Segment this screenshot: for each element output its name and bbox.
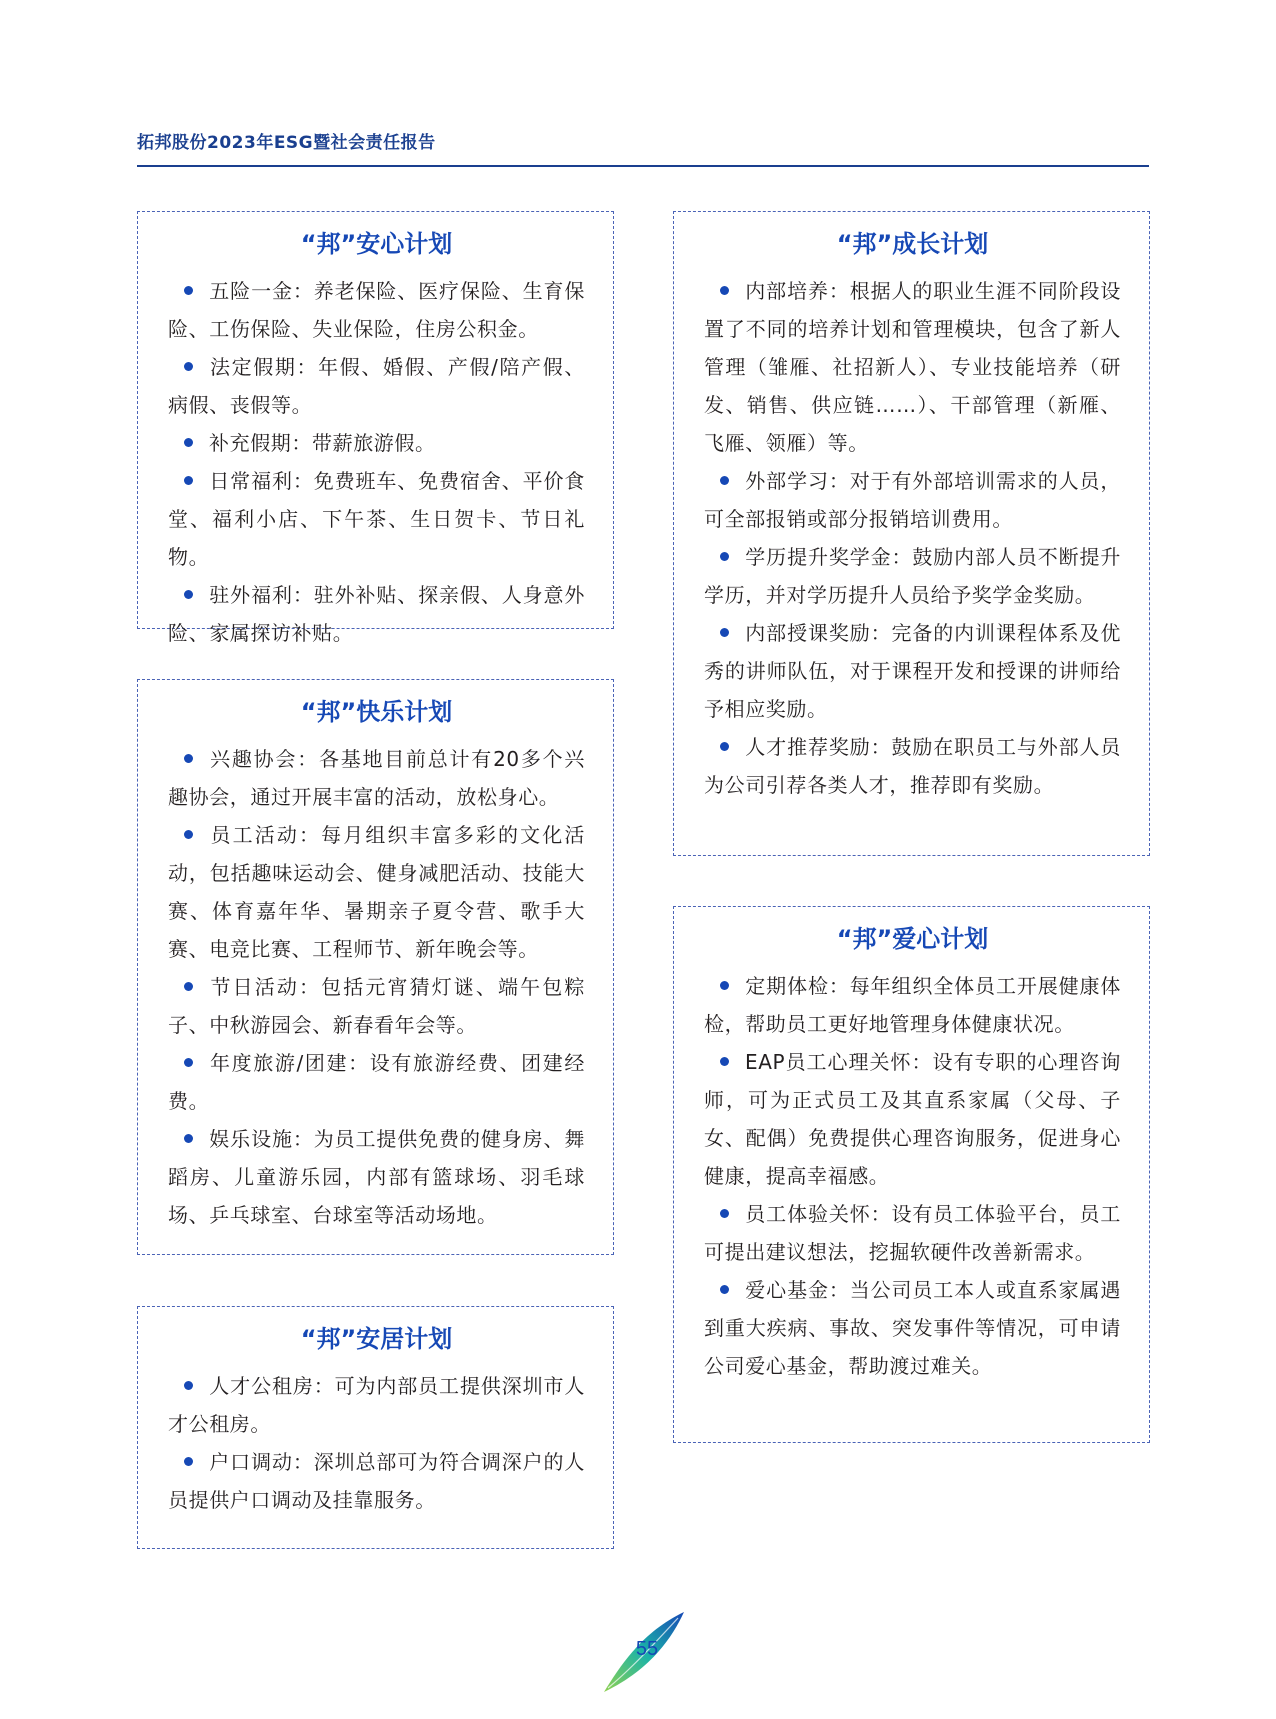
list-item: 兴趣协会：各基地目前总计有20多个兴趣协会，通过开展丰富的活动，放松身心。: [168, 747, 585, 809]
list-item: 节日活动：包括元宵猜灯谜、端午包粽子、中秋游园会、新春看年会等。: [168, 975, 585, 1037]
bullet-icon: [184, 1381, 193, 1390]
list-item: EAP员工心理关怀：设有专职的心理咨询师，可为正式员工及其直系家属（父母、子女、配偶）免费提供心理咨询服务，促进身心健康，提高幸福感。: [704, 1050, 1121, 1188]
anxin-plan-title: “邦”安心计划: [300, 230, 453, 258]
bullet-icon: [720, 1057, 729, 1066]
list-item: 学历提升奖学金：鼓励内部人员不断提升学历，并对学历提升人员给予奖学金奖励。: [704, 545, 1121, 607]
anxin-plan-box: [137, 211, 614, 645]
aixin-plan-box: [673, 906, 1150, 1443]
list-item: 日常福利：免费班车、免费宿舍、平价食堂、福利小店、下午茶、生日贺卡、节日礼物。: [168, 469, 585, 569]
bullet-icon: [720, 552, 729, 561]
list-item: 补充假期：带薪旅游假。: [168, 424, 585, 462]
bullet-icon: [720, 628, 729, 637]
list-item: 员工活动：每月组织丰富多彩的文化活动，包括趣味运动会、健身减肥活动、技能大赛、体育嘉年华、暑期亲子夏令营、歌手大赛、电竞比赛、工程师节、新年晚会等。: [168, 823, 585, 961]
page-number: 55: [635, 1638, 659, 1660]
bullet-icon: [184, 1457, 193, 1466]
bullet-icon: [720, 1209, 729, 1218]
bullet-icon: [184, 1134, 193, 1143]
kuaile-plan-box: [137, 679, 614, 1255]
list-item: 五险一金：养老保险、医疗保险、生育保险、工伤保险、失业保险，住房公积金。: [168, 279, 585, 341]
header-divider: [137, 165, 1149, 167]
bullet-icon: [184, 286, 193, 295]
bullet-icon: [720, 476, 729, 485]
list-item: 驻外福利：驻外补贴、探亲假、人身意外险、家属探访补贴。: [168, 583, 585, 645]
bullet-icon: [184, 754, 193, 763]
bullet-icon: [184, 362, 193, 371]
bullet-icon: [720, 1285, 729, 1294]
list-item: 定期体检：每年组织全体员工开展健康体检，帮助员工更好地管理身体健康状况。: [704, 974, 1121, 1036]
bullet-icon: [720, 286, 729, 295]
list-item: 外部学习：对于有外部培训需求的人员，可全部报销或部分报销培训费用。: [704, 469, 1121, 531]
bullet-icon: [184, 438, 193, 447]
bullet-icon: [720, 742, 729, 751]
bullet-icon: [184, 590, 193, 599]
list-item: 爱心基金：当公司员工本人或直系家属遇到重大疾病、事故、突发事件等情况，可申请公司爱心基金，帮助渡过难关。: [704, 1278, 1121, 1378]
bullet-icon: [184, 830, 193, 839]
aixin-plan-title: “邦”爱心计划: [836, 925, 989, 953]
list-item: 娱乐设施：为员工提供免费的健身房、舞蹈房、儿童游乐园，内部有篮球场、羽毛球场、乒乓球室、台球室等活动场地。: [168, 1127, 585, 1227]
list-item: 人才推荐奖励：鼓励在职员工与外部人员为公司引荐各类人才，推荐即有奖励。: [704, 735, 1121, 797]
list-item: 人才公租房：可为内部员工提供深圳市人才公租房。: [168, 1374, 585, 1436]
bullet-icon: [720, 981, 729, 990]
list-item: 年度旅游/团建：设有旅游经费、团建经费。: [168, 1051, 585, 1113]
list-item: 法定假期：年假、婚假、产假/陪产假、病假、丧假等。: [168, 355, 585, 417]
anju-plan-title: “邦”安居计划: [300, 1325, 453, 1353]
anju-plan-box: [137, 1306, 614, 1549]
bullet-icon: [184, 476, 193, 485]
chengzhang-plan-box: [673, 211, 1150, 856]
bullet-icon: [184, 982, 193, 991]
chengzhang-plan-title: “邦”成长计划: [836, 230, 989, 258]
list-item: 内部培养：根据人的职业生涯不同阶段设置了不同的培养计划和管理模块，包含了新人管理（雏雁、社招新人）、专业技能培养（研发、销售、供应链……）、干部管理（新雁、飞雁、领雁）等。: [704, 279, 1121, 455]
list-item: 员工体验关怀：设有员工体验平台，员工可提出建议想法，挖掘软硬件改善新需求。: [704, 1202, 1121, 1264]
kuaile-plan-title: “邦”快乐计划: [300, 698, 453, 726]
bullet-icon: [184, 1058, 193, 1067]
list-item: 内部授课奖励：完备的内训课程体系及优秀的讲师队伍，对于课程开发和授课的讲师给予相应奖励。: [704, 621, 1121, 721]
report-header-title: 拓邦股份2023年ESG暨社会责任报告: [137, 133, 436, 153]
list-item: 户口调动：深圳总部可为符合调深户的人员提供户口调动及挂靠服务。: [168, 1450, 585, 1512]
